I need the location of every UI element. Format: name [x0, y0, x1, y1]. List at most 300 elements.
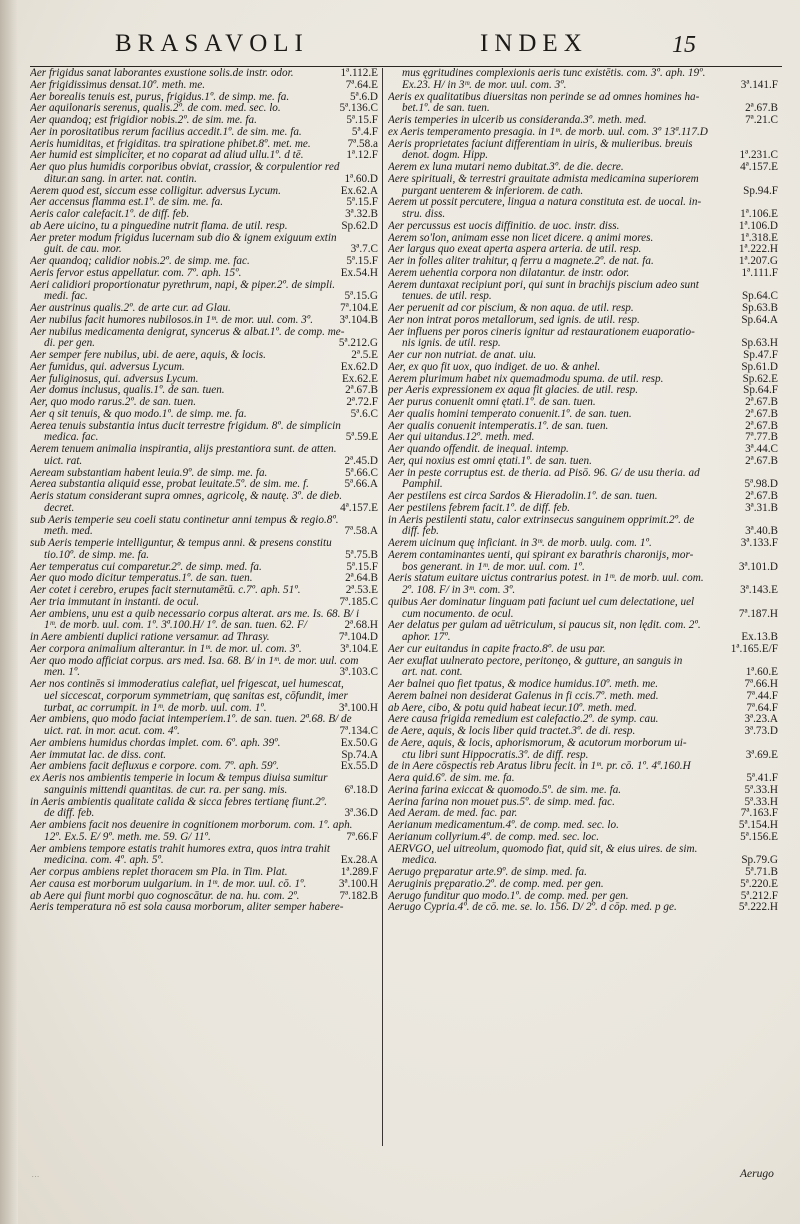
entry-text: Aer ambiens tempore estatis trahit humores extra, quos intra trahit [30, 843, 330, 855]
entry-reference: Ex.62.E [341, 373, 378, 385]
index-entry [388, 703, 778, 715]
entry-reference: 3ª.44.C [745, 444, 778, 455]
column-divider [382, 68, 383, 1146]
index-entry [30, 186, 378, 198]
entry-reference: 2ª.67.B [745, 420, 778, 432]
index-entry [30, 703, 378, 715]
entry-text: Aer corpora animalium alterantur. in 1ᵐ. de mor. ul. com. 3º. [30, 643, 302, 655]
entry-text: denot. dogm. Hipp. [402, 150, 489, 162]
index-entry [30, 515, 378, 527]
entry-text: Aer q sit tenuis, & quo modo.1º. de simp. me. fa. [30, 408, 247, 420]
index-entry [388, 221, 778, 233]
index-entry [388, 491, 778, 503]
index-entry [30, 197, 378, 209]
entry-text: Aerem contaminantes uenti, qui spirant ex barathris charonijs, mor- [388, 549, 694, 561]
index-entry [30, 256, 378, 268]
entry-text: Aer in porositatibus rerum facilius accedit.1º. de sim. me. fa. [30, 126, 302, 138]
entry-reference: Ex.28.A [340, 855, 378, 867]
index-entry [388, 268, 778, 280]
entry-reference [374, 679, 378, 691]
entry-reference: Sp.94.F [743, 185, 778, 197]
entry-text: Aerem ex luna mutari nemo dubitat.3º. de die. decre. [388, 162, 624, 173]
entry-text: Aer, ex quo fit uox, quo indiget. de uo. & anhel. [388, 361, 601, 373]
entry-text: ditur.an sang. in arter. nat. contin. [44, 173, 197, 185]
index-entry [30, 432, 378, 444]
index-entry [388, 209, 778, 221]
index-entry [388, 691, 778, 703]
entry-reference [374, 327, 378, 339]
index-entry [388, 432, 778, 444]
index-entry [388, 597, 778, 609]
entry-text: turbat, ac corrumpit. in 1ᵐ. de morb. uul. com. 1º. [44, 702, 267, 714]
index-entry [30, 491, 378, 503]
entry-reference: 2ª.64.B [345, 573, 378, 585]
entry-text: Aer non intrat poros metallorum, sed ignis. de util. resp. [388, 314, 640, 326]
entry-reference [774, 515, 778, 527]
entry-reference: Sp.62.D [341, 220, 378, 232]
entry-reference [774, 139, 778, 151]
index-entry [388, 855, 778, 867]
entry-text: uict. rat. in mor. acut. com. 4º. [44, 726, 180, 737]
entry-reference: 2ª.45.D [344, 455, 378, 467]
index-entry [388, 773, 778, 785]
index-entry [388, 503, 778, 515]
entry-reference [374, 656, 378, 668]
index-entry [30, 174, 378, 186]
index-entry [388, 362, 778, 374]
entry-reference: 3ª.36.D [344, 808, 378, 820]
entry-text: 12º. Ex.5. E/ 9º. meth. me. 59. G/ 11º. [44, 831, 211, 843]
entry-text: 2º. 108. F/ in 3ᵐ. com. 3º. [402, 585, 516, 596]
entry-reference: 5ª.156.E [740, 831, 778, 843]
entry-reference: Ex.13.B [741, 632, 778, 643]
entry-text: ab Aere qui fiunt morbi quo cognoscātur. de na. hu. com. 2º. [30, 890, 300, 902]
entry-reference: 7ª.163.F [740, 808, 778, 820]
entry-reference [774, 92, 778, 104]
index-entry [30, 632, 378, 644]
entry-reference: 5ª.15.G [344, 291, 378, 303]
entry-text: de Aere, aquis, & locis liber quid tractet.3º. de di. resp. [388, 726, 636, 737]
entry-reference [374, 538, 378, 550]
entry-reference [374, 491, 378, 503]
entry-reference: 5ª.15.F [346, 197, 378, 209]
entry-reference [374, 162, 378, 174]
entry-text: tenues. de util. resp. [402, 291, 492, 303]
index-entry [30, 303, 378, 315]
index-entry [30, 820, 378, 832]
index-entry [30, 526, 378, 538]
index-entry [30, 209, 378, 221]
entry-reference: 2ª.68.H [344, 620, 378, 632]
entry-reference: 5ª.66.C [345, 467, 378, 479]
index-entry [388, 115, 778, 127]
index-entry [30, 444, 378, 456]
index-entry [30, 127, 378, 139]
index-entry [30, 620, 378, 632]
index-entry [30, 679, 378, 691]
entry-text: Aer tria immutant in instanti. de ocul. [30, 596, 200, 608]
entry-reference: 3ª.100.H [338, 878, 378, 890]
index-entry [30, 115, 378, 127]
entry-reference [774, 620, 778, 632]
entry-text: di. per gen. [44, 338, 95, 350]
entry-reference [774, 656, 778, 668]
entry-reference: Ex.62.D [340, 361, 378, 373]
index-entry [388, 750, 778, 762]
entry-reference: 7ª.77.B [745, 432, 778, 444]
index-entry [388, 761, 778, 773]
entry-text: Aer quandoq; calidior nobis.2º. de simp. me. fac. [30, 256, 250, 267]
entry-text: Aer fuliginosus, qui. adversus Lycum. [30, 373, 199, 385]
entry-reference: Sp.47.F [743, 350, 778, 361]
entry-reference: 5ª.136.C [339, 103, 378, 115]
entry-reference: 1ª.289.F [340, 867, 378, 878]
index-entry [30, 844, 378, 856]
entry-reference: Ex.54.H [340, 267, 378, 279]
entry-reference: 1ª.106.E [740, 209, 778, 220]
entry-text: Aerem so'lon, animam esse non licet dicere. q animi mores. [388, 232, 654, 244]
index-entry [30, 879, 378, 891]
entry-reference: 5ª.6.C [350, 408, 378, 420]
entry-text: Aerea tenuis substantia intus ducit terrestre frigidum. 8º. de simplicin [30, 420, 341, 432]
index-entry [388, 456, 778, 468]
index-entry [30, 750, 378, 762]
entry-text: Aere causa frigida remedium est calefactio.2º. de symp. cau. [388, 714, 659, 726]
entry-reference: 7ª.64.E [345, 79, 378, 91]
entry-reference [774, 550, 778, 562]
entry-text: Aer nubilus facit humores nubilosos.in 1ᵐ. de mor. uul. com. 3º. [30, 314, 314, 326]
index-entry [388, 92, 778, 104]
entry-reference: 1ª.12.F [346, 150, 378, 162]
entry-reference: 1ª.60.D [344, 173, 378, 185]
index-entry [30, 456, 378, 468]
entry-text: uel siccescat, corporum symmetriam, quę sanitas est, cōfundit, imer [44, 690, 348, 702]
entry-reference: 5ª.220.E [740, 878, 778, 890]
entry-text: Aer peruenit ad cor piscium, & non aqua. de util. resp. [388, 303, 634, 314]
entry-text: Aeris temperies in ulcerib us consideranda.3º. meth. med. [388, 115, 647, 126]
index-entry [30, 162, 378, 174]
entry-reference: 7ª.182.B [339, 890, 378, 902]
entry-reference: 3ª.7.C [350, 244, 378, 256]
entry-reference: 7ª.134.C [339, 726, 378, 737]
entry-text: de diff. feb. [44, 808, 95, 820]
entry-text: Aerem quod est, siccum esse colligitur. adversus Lycum. [30, 185, 281, 197]
index-entry [30, 468, 378, 480]
entry-reference [374, 421, 378, 433]
entry-reference: 3ª.104.E [340, 643, 378, 655]
entry-text: Aer influens per poros cineris ignitur ad restaurationem euaporatio- [388, 326, 695, 338]
entry-text: Aerea substantia aliquid esse, probat leuitate.5º. de sim. me. f. [30, 479, 309, 491]
entry-reference [374, 691, 378, 703]
entry-text: Aer accensus flamma est.1º. de sim. me. fa. [30, 197, 224, 209]
entry-text: Aer quandoq; est frigidior nobis.2º. de sim. me. fa. [30, 115, 257, 126]
entry-text: Aer domus inclusus, qualis.1º. de san. tuen. [30, 385, 225, 397]
entry-reference: 7ª.104.E [340, 303, 378, 314]
entry-text: Aeris ex qualitatibus diuersitas non perinde se ad omnes homines ha- [388, 91, 700, 103]
running-header [0, 30, 800, 70]
entry-text: sub Aeris temperie seu coeli statu continetur anni tempus & regio.8º. [30, 514, 339, 526]
index-entry [388, 550, 778, 562]
entry-reference: 6ª.18.D [344, 784, 378, 796]
entry-text: meth. med. [44, 526, 93, 538]
entry-reference: 3ª.133.F [740, 538, 778, 549]
entry-reference [374, 844, 378, 856]
index-entry [388, 68, 778, 80]
entry-text: medi. fac. [44, 291, 88, 303]
entry-reference: 7ª.21.C [745, 115, 778, 126]
index-entry [388, 350, 778, 362]
index-entry [30, 103, 378, 115]
entry-text: Aer percussus est uocis diffinitio. de uoc. instr. diss. [388, 220, 620, 232]
index-entry [30, 409, 378, 421]
entry-text: Aer immutat lac. de diss. cont. [30, 749, 167, 761]
entry-text: Aer ambiens facit defluxus e corpore. com. 7º. aph. 59º. [30, 761, 279, 773]
index-entry [388, 468, 778, 480]
index-entry [30, 139, 378, 151]
entry-reference: 3ª.100.H [338, 702, 378, 714]
index-entry [30, 832, 378, 844]
entry-reference [774, 761, 778, 773]
index-entry [388, 150, 778, 162]
entry-text: aphor. 17º. [402, 632, 451, 643]
entry-reference: Ex.50.G [340, 737, 378, 749]
entry-text: Aer cur non nutriat. de anat. uiu. [388, 350, 537, 361]
entry-text: mus ęgritudines complexionis aeris tunc existētis. com. 3º. aph. 19º. [402, 68, 706, 79]
entry-reference: 2ª.67.B [745, 408, 778, 420]
index-entry [388, 891, 778, 903]
entry-reference [774, 68, 778, 80]
index-entry [30, 291, 378, 303]
entry-text: stru. diss. [402, 209, 446, 220]
entry-reference: 5ª.212.F [740, 890, 778, 902]
entry-text: Aeris statum euitare uictus contrarius potest. in 1ᵐ. de morb. uul. com. [388, 573, 704, 585]
entry-text: Aer qualis homini temperato conuenit.1º. de san. tuen. [388, 408, 632, 420]
entry-text: Aeris proprietates faciunt differentiam in uiris, & mulieribus. breuis [388, 138, 693, 150]
index-entry [388, 609, 778, 621]
index-entry [388, 444, 778, 456]
index-entry [388, 679, 778, 691]
index-entry [388, 515, 778, 527]
entry-text: Aer pestilens febrem facit.1º. de diff. feb. [388, 502, 571, 514]
entry-text: Aer ambiens, quo modo faciat intemperiem.1º. de san. tuen. 2ª.68. B/ de [30, 714, 352, 726]
entry-text: Aerem uicinum quę inficiant. in 3ᵐ. de morb. uulg. com. 1º. [388, 538, 652, 549]
entry-reference: Ex.55.D [340, 761, 378, 773]
entry-text: Aeris humiditas, et frigiditas. tra spiratione phibet.8º. met. me. [30, 138, 311, 150]
index-entry [388, 785, 778, 797]
index-entry [30, 350, 378, 362]
entry-text: Aerugo funditur quo modo.1º. de comp. med. per gen. [388, 890, 629, 902]
index-entry [30, 421, 378, 433]
index-entry [30, 479, 378, 491]
entry-text: per Aeris expressionem ex aqua fit glacies. de util. resp. [388, 385, 639, 397]
entry-reference: 7ª.44.F [746, 690, 778, 702]
entry-reference: 5ª.154.H [738, 820, 778, 831]
index-entry [388, 327, 778, 339]
entry-text: diff. feb. [402, 526, 439, 538]
entry-reference: 1ª.318.E [740, 232, 778, 244]
entry-text: Aerem ut possit percutere, lingua a natura constituta est. de uocal. in- [388, 197, 702, 209]
index-entry [30, 233, 378, 245]
entry-text: Aer borealis tenuis est, purus, frigidus.1º. de simp. me. fa. [30, 91, 290, 103]
entry-reference: 3ª.104.B [339, 314, 378, 326]
entry-reference [774, 127, 778, 139]
index-entry [30, 761, 378, 773]
entry-text: Aer quo modo dicitur temperatus.1º. de san. tuen. [30, 573, 253, 585]
index-entry [388, 879, 778, 891]
entry-text: art. nat. cont. [402, 667, 463, 679]
entry-text: Aerem balnei non desiderat Galenus in fi ccis.7º. meth. med. [388, 690, 659, 702]
index-entry [30, 221, 378, 233]
index-entry [388, 233, 778, 245]
index-entry [388, 644, 778, 656]
entry-text: Aer fumidus, qui. adversus Lycum. [30, 361, 185, 373]
entry-text: Aer balnei quo fiet tpatus, & modice humidus.10º. meth. me. [388, 679, 659, 690]
entry-text: Aer in folles aliter trahitur, q ferru a magnete.2º. de nat. fa. [388, 256, 654, 267]
index-entry [30, 385, 378, 397]
index-entry [30, 714, 378, 726]
index-column-right [388, 68, 778, 914]
index-entry [30, 797, 378, 809]
entry-reference: 5ª.4.F [351, 126, 378, 138]
page-number: 15 [672, 32, 696, 58]
index-entry [30, 338, 378, 350]
entry-reference [774, 327, 778, 339]
entry-reference: 5ª.98.D [744, 479, 778, 491]
entry-text: Aeream substantiam habent leuia.9º. de simp. me. fa. [30, 467, 268, 479]
index-entry [388, 573, 778, 585]
index-entry [30, 150, 378, 162]
entry-text: medica. [402, 855, 438, 867]
entry-text: men. 1º. [44, 667, 81, 679]
entry-reference: 2ª.5.E [351, 350, 378, 361]
entry-reference: 1ª.112.E [340, 68, 378, 79]
entry-reference: 3ª.32.B [345, 209, 378, 220]
entry-text: Aerugo Cypria.4º. de cō. me. se. lo. 156. D/ 2º. d cōp. med. p ge. [388, 902, 677, 914]
entry-text: Ex.23. H/ in 3ᵐ. de mor. uul. com. 3º. [402, 79, 567, 91]
entry-reference [774, 197, 778, 209]
index-entry [388, 256, 778, 268]
entry-reference: 1ª.60.E [745, 667, 778, 679]
entry-text: Aer quo plus humidis corporibus obviat, crassior, & corpulentior red [30, 162, 340, 173]
index-entry [30, 327, 378, 339]
index-entry [388, 832, 778, 844]
entry-text: Aerem tenuem animalia inspirantia, alijs prestantiora sunt. de atten. [30, 444, 337, 455]
entry-text: Aer qualis conuenit intemperatis.1º. de san. tuen. [388, 420, 609, 432]
entry-text: Pamphil. [402, 479, 443, 491]
entry-text: Aer ambiens humidus chordas implet. com. 6º. aph. 39º. [30, 737, 281, 749]
entry-text: ex Aeris nos ambientis temperie in locum & tempus diuisa sumitur [30, 773, 328, 784]
index-entry [30, 573, 378, 585]
index-entry [388, 103, 778, 115]
index-entry [30, 808, 378, 820]
index-entry [388, 197, 778, 209]
index-entry [30, 538, 378, 550]
entry-reference: 5ª.75.B [345, 549, 378, 561]
entry-reference [374, 609, 378, 621]
entry-text: Aer preter modum frigidus lucernam sub dio & ignem exiguum extin [30, 232, 337, 244]
index-entry [388, 244, 778, 256]
index-entry [388, 538, 778, 550]
entry-text: decret. [44, 502, 75, 514]
entry-text: Aer nos continēs si immoderatius calefiat, uel frigescat, uel humescat, [30, 679, 344, 690]
index-entry [388, 526, 778, 538]
index-entry [30, 585, 378, 597]
entry-reference: 5ª.33.H [744, 796, 778, 808]
entry-text: Aeris fervor estus appellatur. com. 7º. aph. 15º. [30, 267, 242, 279]
entry-reference: 2ª.67.B [745, 103, 778, 115]
entry-text: Aer largus quo exeat aperta aspera arteria. de util. resp. [388, 244, 642, 256]
index-entry [388, 338, 778, 350]
entry-reference: 7ª.187.H [738, 608, 778, 620]
entry-text: Aer exuflat uulnerato pectore, peritonęo, & gutture, an sanguis in [388, 655, 683, 667]
entry-reference: Sp.64.A [741, 314, 778, 326]
index-entry [30, 738, 378, 750]
index-entry [388, 585, 778, 597]
index-entry [30, 503, 378, 515]
entry-reference: 1ª.111.F [741, 267, 778, 279]
entry-text: Aeris calor calefacit.1º. de diff. feb. [30, 209, 190, 220]
entry-reference: Sp.63.B [741, 303, 778, 314]
header-author: BRASAVOLI [115, 30, 309, 57]
index-entry [388, 714, 778, 726]
index-column-left [30, 68, 378, 914]
entry-text: Aerem duntaxat recipiunt pori, qui sunt in brachijs piscium adeo sunt [388, 279, 699, 291]
entry-text: ab Aere, cibo, & potu quid habeat iecur.10º. meth. med. [388, 702, 637, 714]
entry-reference: 5ª.222.H [738, 902, 778, 914]
entry-text: Aer purus conuenit omni ętati.1º. de san. tuen. [388, 397, 596, 408]
index-entry [388, 479, 778, 491]
entry-reference: 2ª.67.B [345, 385, 378, 397]
entry-text: Aeris statum considerant supra omnes, agricolę, & nautę. 3º. de dieb. [30, 491, 343, 502]
index-entry [30, 773, 378, 785]
index-entry [388, 562, 778, 574]
entry-reference [774, 174, 778, 186]
entry-text: Aer temperatus cui comparetur.2º. de simp. med. fa. [30, 561, 262, 573]
entry-reference: 5ª.15.F [346, 561, 378, 573]
entry-text: uict. rat. [44, 455, 83, 467]
entry-text: Aerianum collyrium.4º. de comp. med. sec. loc. [388, 831, 600, 843]
entry-text: Aer in peste corruptus est. de theria. ad Pisō. 96. G/ de usu theria. ad [388, 467, 700, 479]
entry-reference: 7ª.66.H [744, 679, 778, 690]
entry-reference: 7ª.58.a [347, 138, 378, 150]
entry-reference [774, 738, 778, 750]
entry-text: Aer qui uitandus.12º. meth. med. [388, 432, 535, 444]
index-entry [388, 280, 778, 292]
index-entry [388, 80, 778, 92]
index-entry [30, 726, 378, 738]
entry-text: medica. fac. [44, 432, 99, 444]
index-entry [30, 80, 378, 92]
entry-text: Aer causa est morborum uulgarium. in 1ᵐ. de mor. uul. cō. 1º. [30, 878, 307, 890]
entry-text: Aer austrinus qualis.2º. de arte cur. ad Glau. [30, 303, 231, 314]
entry-reference [374, 233, 378, 245]
entry-text: ex Aeris temperamento presagia. in 1ᵐ. de morb. uul. com. 3º 13ª.117.D [388, 126, 708, 138]
index-entry [30, 785, 378, 797]
entry-reference: 5ª.212.G [338, 338, 378, 350]
entry-text: quibus Aer dominatur linguam pati faciunt uel cum delectatione, uel [388, 596, 695, 608]
index-entry [388, 139, 778, 151]
entry-reference: 3ª.31.B [745, 502, 778, 514]
index-entry [30, 362, 378, 374]
index-entry [388, 738, 778, 750]
entry-reference [374, 714, 378, 726]
index-entry [388, 867, 778, 879]
entry-reference: 4ª.157.E [340, 502, 378, 514]
entry-text: Aer quo modo afficiat corpus. ars med. Isa. 68. B/ in 1ᵐ. de mor. uul. com [30, 655, 359, 667]
entry-reference: 3ª.101.D [738, 561, 778, 573]
index-entry [388, 902, 778, 914]
entry-text: Aeruginis pręparatio.2º. de comp. med. per gen. [388, 878, 604, 890]
